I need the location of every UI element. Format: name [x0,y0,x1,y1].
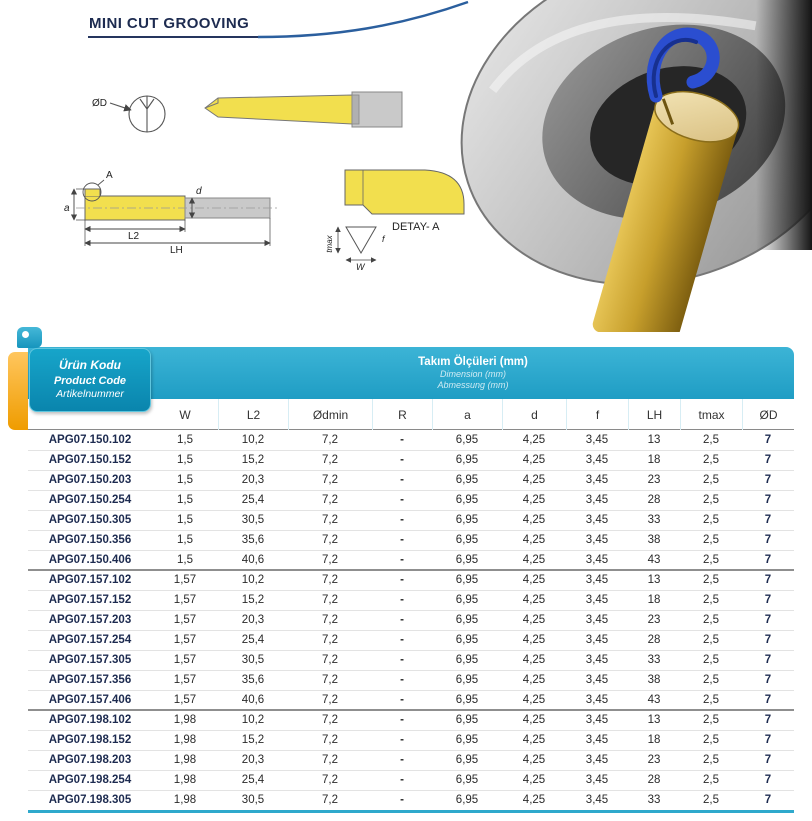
table-row [28,650,794,670]
cell-R: - [372,690,432,710]
table-row [28,430,794,450]
cell-Ødmin: 7,2 [288,430,372,450]
cell-Ødmin: 7,2 [288,550,372,570]
cell-tmax: 2,5 [680,430,742,450]
cell-LH: 13 [628,710,680,730]
table-row [28,510,794,530]
product-header-tr: Ürün Kodu [59,358,121,373]
table-row [28,530,794,550]
cell-tmax: 2,5 [680,730,742,750]
product-code: APG07.198.102 [28,710,152,730]
w-dim-label: W [356,262,365,272]
table-row [28,590,794,610]
cell-tmax: 2,5 [680,770,742,790]
cell-Ødmin: 7,2 [288,470,372,490]
column-header-tmax: tmax [680,399,742,430]
cell-W: 1,5 [152,490,218,510]
product-table [28,347,794,813]
cell-f: 3,45 [566,730,628,750]
cell-f: 3,45 [566,610,628,630]
cell-L2: 20,3 [218,610,288,630]
cell-R: - [372,650,432,670]
cell-ØD: 7 [742,490,794,510]
cell-tmax: 2,5 [680,670,742,690]
cell-LH: 23 [628,470,680,490]
table-row [28,770,794,790]
cell-ØD: 7 [742,470,794,490]
cell-ØD: 7 [742,570,794,590]
f-dim-label: f [382,234,385,244]
cell-tmax: 2,5 [680,610,742,630]
cell-R: - [372,470,432,490]
cell-f: 3,45 [585,794,609,807]
product-code: APG07.150.305 [28,510,152,530]
cell-W: 1,98 [152,770,218,790]
cell-f: 3,45 [566,430,628,450]
cell-R: - [372,570,432,590]
column-header-a: a [432,399,502,430]
cell-f: 3,45 [566,690,628,710]
cell-LH: 23 [628,750,680,770]
product-code-header [29,348,151,412]
page-title: MINI CUT GROOVING [89,15,250,32]
cell-tmax: 2,5 [703,794,719,807]
cell-W: 1,57 [152,670,218,690]
cell-d: 4,25 [502,490,566,510]
product-header-en: Product Code [53,374,127,387]
cell-R: - [372,630,432,650]
table-row [28,710,794,730]
cell-ØD: 7 [742,450,794,470]
column-header-L2: L2 [218,399,288,430]
cell-LH: 28 [628,630,680,650]
cell-R: - [372,430,432,450]
cell-d: 4,25 [502,630,566,650]
cell-Ødmin: 7,2 [288,690,372,710]
cell-tmax: 2,5 [680,510,742,530]
cell-f: 3,45 [566,530,628,550]
cell-LH: 38 [628,670,680,690]
cell-a: 6,95 [432,550,502,570]
cell-ØD: 7 [742,530,794,550]
column-header-R: R [372,399,432,430]
cell-L2: 10,2 [218,710,288,730]
cell-a: 6,95 [432,690,502,710]
cell-d: 4,25 [502,470,566,490]
insert-corner-icon [17,327,42,348]
cell-a: 6,95 [432,570,502,590]
table-row [28,570,794,590]
cell-R: - [372,610,432,630]
cell-tmax: 2,5 [680,550,742,570]
product-code: APG07.157.356 [28,670,152,690]
cell-L2: 35,6 [218,670,288,690]
cell-a: 6,95 [432,770,502,790]
cell-a: 6,95 [432,530,502,550]
cell-f: 3,45 [566,490,628,510]
cell-L2: 25,4 [218,770,288,790]
cell-d: 4,25 [502,550,566,570]
product-code: APG07.157.102 [28,570,152,590]
product-code: APG07.198.254 [28,770,152,790]
cell-R: - [372,590,432,610]
cell-W: 1,5 [152,510,218,530]
product-header-de: Artikelnummer [56,388,124,401]
cell-Ødmin: 7,2 [288,630,372,650]
cell-f: 3,45 [566,670,628,690]
cell-Ødmin: 7,2 [288,450,372,470]
cell-ØD: 7 [742,750,794,770]
cell-f: 3,45 [566,630,628,650]
side-index-tab [8,352,30,430]
tmax-dim-label: tmax [325,235,334,253]
l2-dim-label: L2 [128,231,140,242]
cell-f: 3,45 [566,450,628,470]
table-row [28,490,794,510]
cell-LH: 23 [628,610,680,630]
cell-ØD: 7 [742,690,794,710]
product-code: APG07.150.203 [28,470,152,490]
cell-L2: 25,4 [218,490,288,510]
cell-f: 3,45 [566,470,628,490]
d-dim-label: d [196,186,202,197]
cell-Ødmin: 7,2 [288,510,372,530]
cell-W: 1,5 [152,470,218,490]
cell-LH: 43 [628,690,680,710]
cell-Ødmin: 7,2 [322,794,338,807]
product-code: APG07.150.254 [28,490,152,510]
product-code: APG07.157.203 [28,610,152,630]
cell-W: 1,98 [152,710,218,730]
cell-tmax: 2,5 [680,630,742,650]
product-code: APG07.150.356 [28,530,152,550]
cell-a: 6,95 [432,470,502,490]
cell-L2: 15,2 [218,590,288,610]
cell-L2: 30,5 [218,650,288,670]
product-code: APG07.157.305 [28,650,152,670]
cell-d: 4,25 [502,690,566,710]
cell-Ødmin: 7,2 [288,650,372,670]
cell-f: 3,45 [566,750,628,770]
cell-f: 3,45 [566,770,628,790]
cell-W: 1,98 [152,730,218,750]
table-row [28,690,794,710]
product-code: APG07.150.152 [28,450,152,470]
dims-header-en: Dimension (mm) [439,368,506,379]
cell-ØD: 7 [742,430,794,450]
product-code: APG07.198.152 [28,730,152,750]
column-header-LH: LH [628,399,680,430]
cell-a: 6,95 [432,750,502,770]
cell-tmax: 2,5 [680,530,742,550]
cell-d: 4,25 [502,750,566,770]
cell-d: 4,25 [502,650,566,670]
cell-f: 3,45 [566,510,628,530]
cell-R: - [372,730,432,750]
cell-ØD: 7 [742,610,794,630]
cell-a: 6,95 [432,650,502,670]
cell-L2: 30,5 [218,510,288,530]
table-header [28,347,794,430]
cell-W: 1,98 [152,750,218,770]
cell-f: 3,45 [566,710,628,730]
dimensions-header [152,347,794,399]
cell-tmax: 2,5 [680,690,742,710]
table-row [28,670,794,690]
cell-d: 4,25 [502,430,566,450]
cell-ØD: 7 [742,710,794,730]
cell-W: 1,57 [152,650,218,670]
cell-W: 1,5 [152,450,218,470]
cell-ØD: 7 [742,590,794,610]
cell-L2: 30,5 [241,794,265,807]
cell-tmax: 2,5 [680,490,742,510]
cell-LH: 13 [628,430,680,450]
end-view-drawing [110,96,165,132]
cell-tmax: 2,5 [680,590,742,610]
product-data-table [28,430,794,810]
cell-W: 1,57 [152,630,218,650]
cell-Ødmin: 7,2 [288,490,372,510]
product-code: APG07.198.203 [28,750,152,770]
cell-d: 4,25 [502,530,566,550]
cell-L2: 40,6 [218,550,288,570]
cell-a: 6,95 [432,510,502,530]
cell-R: - [372,710,432,730]
cell-ØD: 7 [742,770,794,790]
cell-R: - [372,670,432,690]
table-row [28,550,794,570]
cell-Ødmin: 7,2 [288,730,372,750]
cell-d: 4,25 [502,590,566,610]
cell-LH: 33 [647,794,661,807]
cell-L2: 20,3 [218,750,288,770]
cell-f: 3,45 [566,570,628,590]
cell-d: 4,25 [522,794,546,807]
a-dim-label: a [64,203,70,214]
product-code: APG07.157.152 [28,590,152,610]
cell-d: 4,25 [502,670,566,690]
cell-ØD: 7 [742,650,794,670]
cell-LH: 18 [628,730,680,750]
cell-L2: 35,6 [218,530,288,550]
cell-R: - [372,510,432,530]
cell-a: 6,95 [432,430,502,450]
product-code: APG07.198.305 [48,794,132,807]
lh-dim-label: LH [170,245,183,256]
cell-LH: 13 [628,570,680,590]
cell-W: 1,5 [152,430,218,450]
cell-Ødmin: 7,2 [288,590,372,610]
cell-Ødmin: 7,2 [288,530,372,550]
detail-ref-label: A [106,170,113,181]
table-row [28,470,794,490]
table-row [28,450,794,470]
cell-W: 1,98 [173,794,197,807]
cell-d: 4,25 [502,570,566,590]
dims-header-de: Abmessung (mm) [437,380,509,391]
cell-d: 4,25 [502,510,566,530]
cell-W: 1,57 [152,690,218,710]
cell-ØD: 7 [742,550,794,570]
od-dim-label: ØD [92,98,107,109]
cell-a: 6,95 [432,490,502,510]
cell-LH: 33 [628,510,680,530]
cell-a: 6,95 [432,630,502,650]
cell-ØD: 7 [742,730,794,750]
dimension-drawing [74,180,280,246]
table-row [28,610,794,630]
cell-a: 6,95 [432,450,502,470]
cell-Ødmin: 7,2 [288,610,372,630]
cell-L2: 25,4 [218,630,288,650]
technical-drawings [40,72,480,282]
dims-header-tr: Takım Ölçüleri (mm) [418,355,528,368]
cell-L2: 15,2 [218,730,288,750]
cell-LH: 43 [628,550,680,570]
cell-d: 4,25 [502,710,566,730]
cell-ØD: 7 [742,630,794,650]
cell-Ødmin: 7,2 [288,670,372,690]
cell-W: 1,57 [152,570,218,590]
cell-tmax: 2,5 [680,650,742,670]
cell-tmax: 2,5 [680,570,742,590]
cell-tmax: 2,5 [680,710,742,730]
cell-ØD: 7 [742,510,794,530]
cell-W: 1,5 [152,550,218,570]
column-header-Ødmin: Ødmin [288,399,372,430]
cell-a: 6,95 [432,610,502,630]
cell-a: 6,95 [432,670,502,690]
cell-R: - [372,530,432,550]
cell-R: - [372,490,432,510]
cell-d: 4,25 [502,770,566,790]
cell-d: 4,25 [502,450,566,470]
product-code: APG07.150.102 [28,430,152,450]
cell-R: - [372,550,432,570]
cell-LH: 18 [628,590,680,610]
cell-W: 1,57 [152,610,218,630]
column-header-f: f [566,399,628,430]
cell-L2: 10,2 [218,430,288,450]
cell-d: 4,25 [502,730,566,750]
table-row [28,730,794,750]
product-code: APG07.150.406 [28,550,152,570]
cell-L2: 15,2 [218,450,288,470]
cell-tmax: 2,5 [680,470,742,490]
shadow-edge [756,0,812,250]
cell-f: 3,45 [566,550,628,570]
table-row [28,790,794,810]
cell-LH: 38 [628,530,680,550]
detail-a-drawing [338,170,464,260]
cell-L2: 10,2 [218,570,288,590]
product-code: APG07.157.254 [28,630,152,650]
cell-a: 6,95 [432,710,502,730]
product-3d-render [450,0,812,332]
cell-Ødmin: 7,2 [288,570,372,590]
table-row [28,630,794,650]
cell-ØD: 7 [742,670,794,690]
cell-R: - [400,794,404,807]
cell-f: 3,45 [566,650,628,670]
cell-a: 6,95 [455,794,479,807]
side-view-drawing [205,92,402,127]
cell-Ødmin: 7,2 [288,750,372,770]
cell-ØD: 7 [764,794,772,807]
cell-R: - [372,750,432,770]
cell-Ødmin: 7,2 [288,770,372,790]
cell-a: 6,95 [432,730,502,750]
cell-tmax: 2,5 [680,750,742,770]
cell-W: 1,5 [152,530,218,550]
cell-R: - [372,450,432,470]
column-header-W: W [179,407,191,422]
cell-LH: 18 [628,450,680,470]
table-body [28,430,794,810]
product-code: APG07.157.406 [28,690,152,710]
cell-f: 3,45 [566,590,628,610]
cell-tmax: 2,5 [680,450,742,470]
cell-a: 6,95 [432,590,502,610]
table-row [28,750,794,770]
cell-LH: 28 [628,770,680,790]
cell-L2: 20,3 [218,470,288,490]
detail-title: DETAY- A [392,221,440,233]
cell-LH: 28 [628,490,680,510]
cell-L2: 40,6 [218,690,288,710]
cell-R: - [372,770,432,790]
cell-Ødmin: 7,2 [288,710,372,730]
cell-d: 4,25 [502,610,566,630]
cell-W: 1,57 [152,590,218,610]
cell-LH: 33 [628,650,680,670]
column-header-d: d [502,399,566,430]
column-header-ØD: ØD [742,399,794,430]
